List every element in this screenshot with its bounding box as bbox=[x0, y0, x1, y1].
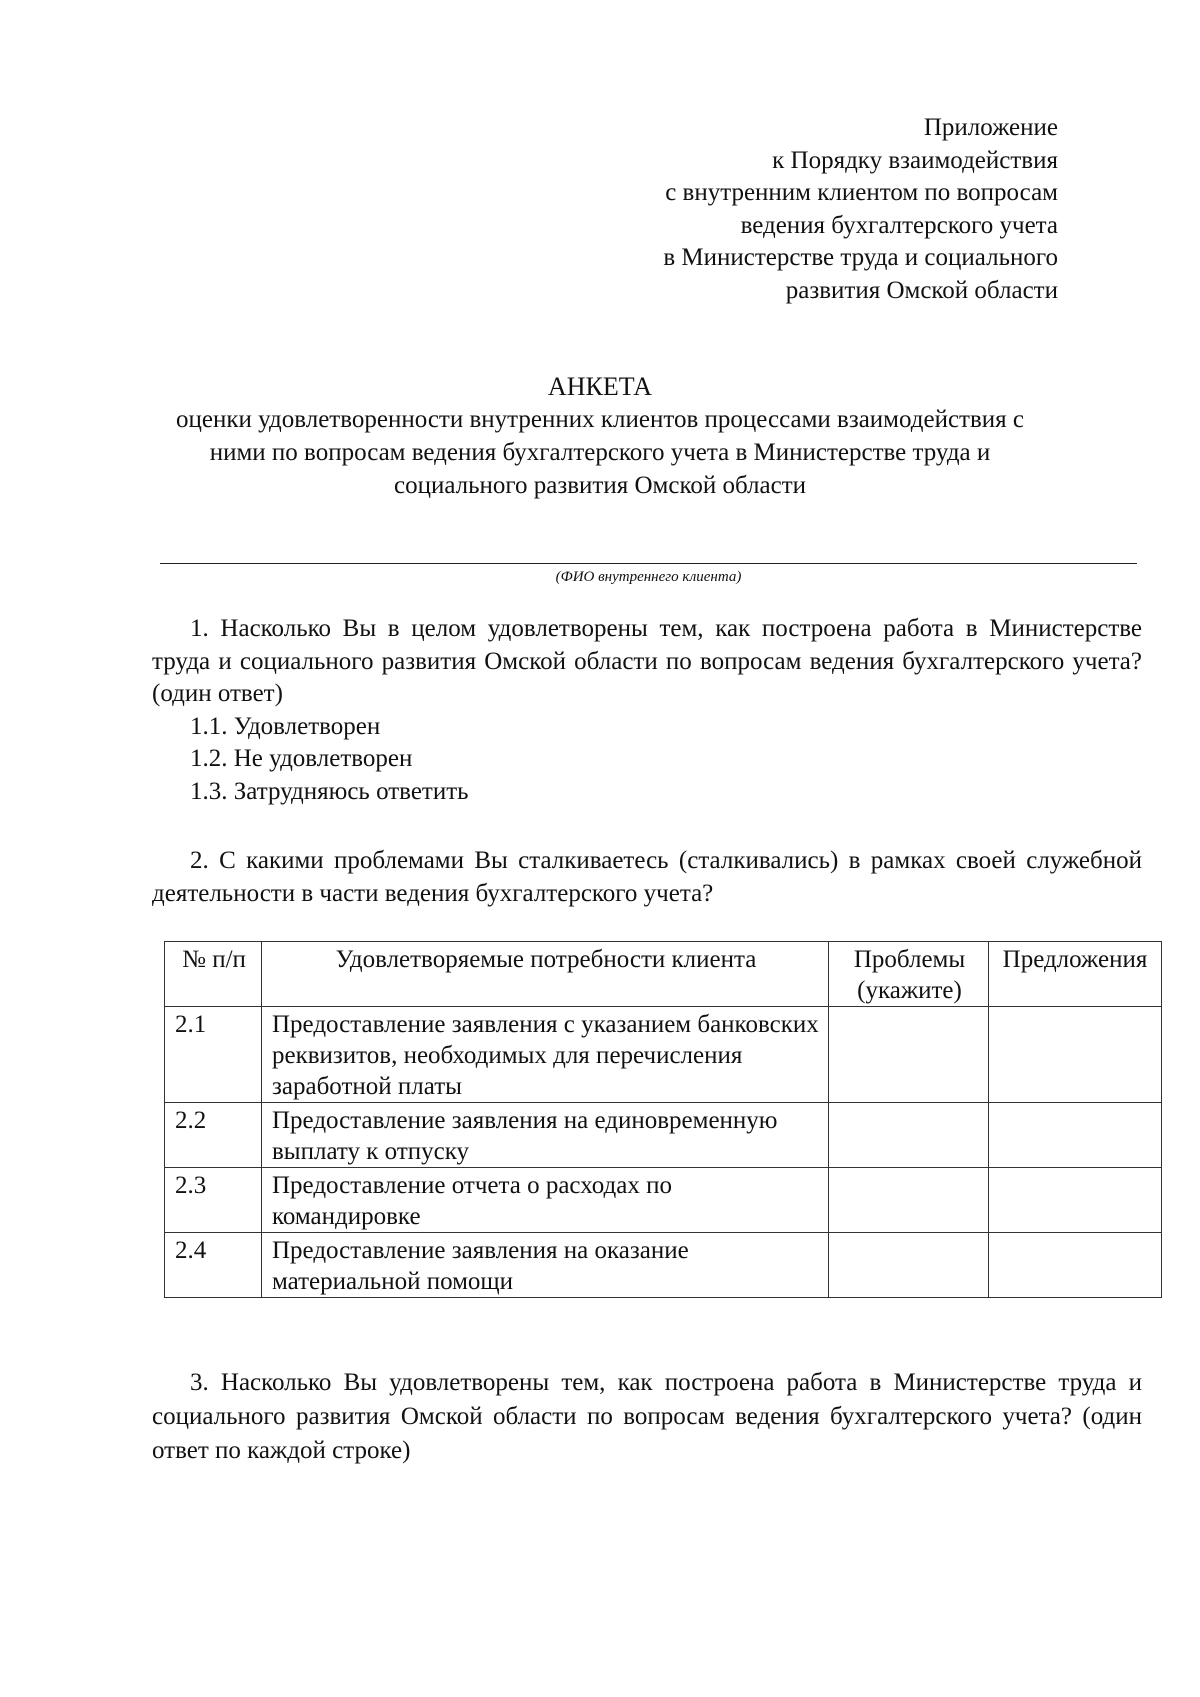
row-number: 2.1 bbox=[165, 1007, 262, 1103]
table-row bbox=[165, 1233, 1162, 1298]
row-number: 2.4 bbox=[165, 1233, 262, 1298]
appendix-header bbox=[663, 112, 1058, 307]
fio-input-line[interactable] bbox=[160, 563, 1137, 564]
appendix-line: развития Омской области bbox=[785, 276, 1058, 304]
row-need: Предоставление заявления с указанием банковских реквизитов, необходимых для перечисления заработной платы bbox=[262, 1007, 829, 1103]
problems-cell[interactable] bbox=[829, 1168, 989, 1233]
row-need: Предоставление заявления на оказание материальной помощи bbox=[262, 1233, 829, 1298]
problems-cell[interactable] bbox=[829, 1103, 989, 1168]
question-1-option[interactable]: 1.2. Не удовлетворен bbox=[190, 745, 413, 772]
fio-caption: (ФИО внутреннего клиента) bbox=[555, 569, 742, 585]
proposals-cell[interactable] bbox=[989, 1007, 1162, 1103]
table-row bbox=[165, 1168, 1162, 1233]
title-line: оценки удовлетворенности внутренних клиентов процессами взаимодействия с bbox=[175, 406, 1025, 433]
proposals-cell[interactable] bbox=[989, 1233, 1162, 1298]
question-3 bbox=[152, 1366, 1142, 1468]
question-1-text: 1. Насколько Вы в целом удовлетворены тем, как построена работа в Министерстве труда и социального развития Омской области по вопросам ведения бухгалтерского учета? (один ответ) bbox=[152, 615, 1142, 707]
proposals-cell[interactable] bbox=[989, 1168, 1162, 1233]
question-1 bbox=[152, 613, 1142, 808]
appendix-line: к Порядку взаимодействия bbox=[772, 146, 1058, 174]
title-line: социального развития Омской области bbox=[393, 472, 807, 499]
header-problems: Проблемы (укажите) bbox=[829, 942, 989, 1007]
question-1-option[interactable]: 1.3. Затрудняюсь ответить bbox=[190, 777, 469, 805]
needs-table bbox=[164, 941, 1162, 1298]
question-2-text: 2. С какими проблемами Вы сталкиваетесь (сталкивались) в рамках своей служебной деятельности в части ведения бухгалтерского учета? bbox=[152, 847, 1142, 907]
header-number: № п/п bbox=[165, 942, 262, 1007]
proposals-cell[interactable] bbox=[989, 1103, 1162, 1168]
title-heading: АНКЕТА bbox=[547, 372, 653, 401]
title-line: ними по вопросам ведения бухгалтерского учета в Министерстве труда и bbox=[209, 439, 991, 466]
appendix-line: с внутренним клиентом по вопросам bbox=[665, 179, 1058, 206]
header-proposals: Предложения bbox=[989, 942, 1162, 1007]
question-2 bbox=[152, 845, 1142, 910]
problems-cell[interactable] bbox=[829, 1233, 989, 1298]
table-row bbox=[165, 1007, 1162, 1103]
row-need: Предоставление отчета о расходах по командировке bbox=[262, 1168, 829, 1233]
appendix-line: Приложение bbox=[923, 114, 1058, 141]
row-need: Предоставление заявления на единовременную выплату к отпуску bbox=[262, 1103, 829, 1168]
question-1-option[interactable]: 1.1. Удовлетворен bbox=[190, 712, 381, 740]
appendix-line: в Министерстве труда и социального bbox=[663, 244, 1058, 271]
header-needs: Удовлетворяемые потребности клиента bbox=[262, 942, 829, 1007]
appendix-line: ведения бухгалтерского учета bbox=[740, 211, 1058, 239]
row-number: 2.3 bbox=[165, 1168, 262, 1233]
row-number: 2.2 bbox=[165, 1103, 262, 1168]
table-row bbox=[165, 1103, 1162, 1168]
document-title bbox=[150, 370, 1050, 502]
problems-cell[interactable] bbox=[829, 1007, 989, 1103]
table-header-row bbox=[165, 942, 1162, 1007]
question-3-text: 3. Насколько Вы удовлетворены тем, как построена работа в Министерстве труда и социального развития Омской области по вопросам ведения бухгалтерского учета? (один ответ по каждой строке) bbox=[152, 1369, 1142, 1464]
